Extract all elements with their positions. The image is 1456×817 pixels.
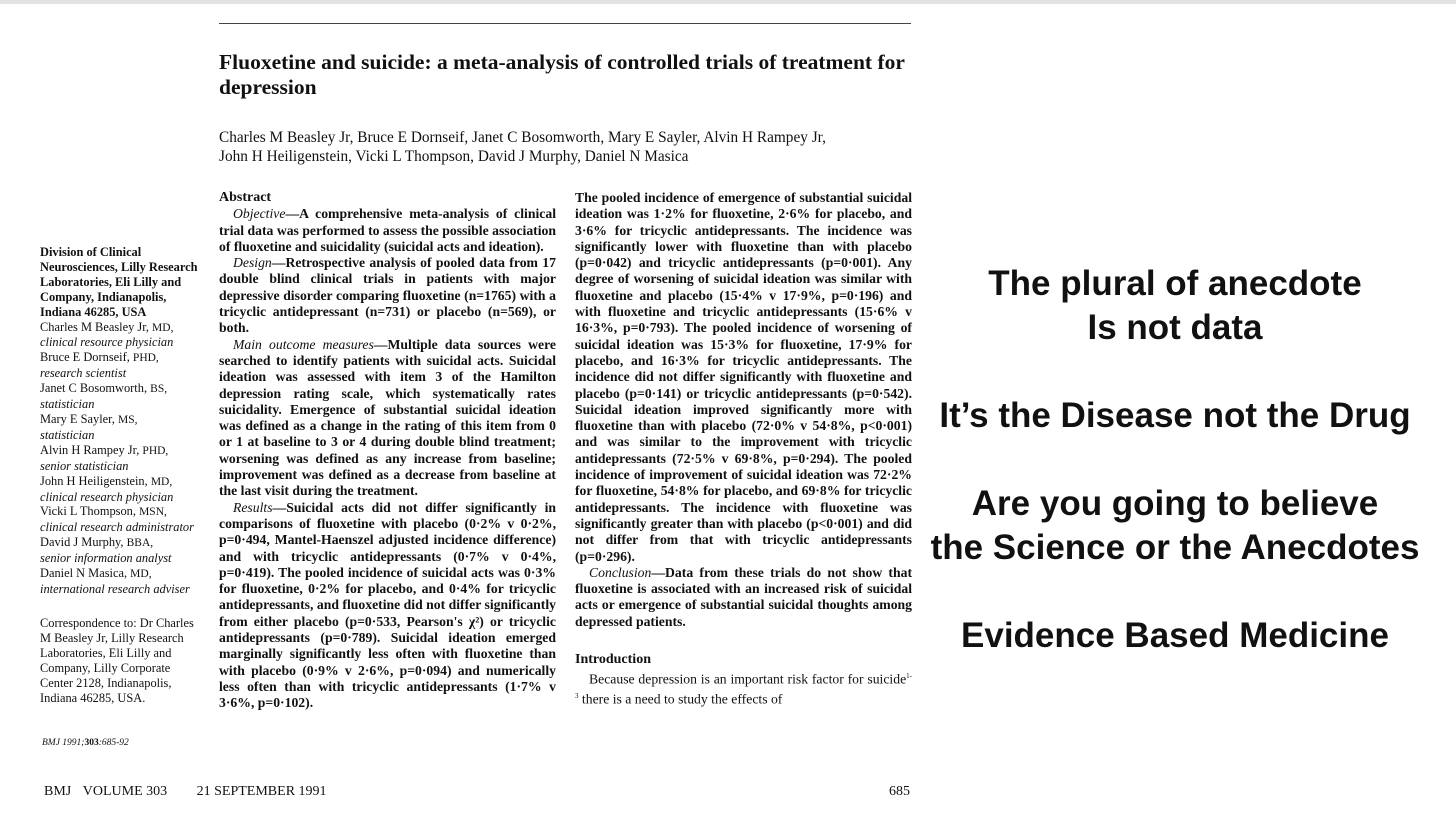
abstract-design (219, 255, 556, 336)
design-text: —Retrospective analysis of pooled data from 17 double blind clinical trials in patients with major depressive disorder comparing fluoxetine (n=1765) with a tricyclic antidepressant (n=731) or placebo (n=569), or both. (219, 255, 556, 336)
slogan (910, 262, 1440, 350)
credential-degree: PHD, (132, 352, 159, 365)
slogan (910, 482, 1440, 570)
credential-role: senior statistician (40, 458, 129, 473)
credential-degree: MS, (117, 413, 138, 426)
slogan-line: Is not data (1087, 308, 1263, 347)
abstract-objective (219, 206, 556, 255)
abstract-column-right (575, 190, 912, 708)
footer-date: 21 SEPTEMBER 1991 (196, 784, 327, 799)
introduction-text (575, 668, 912, 708)
intro-text-end: there is a need to study the effects of (578, 691, 783, 707)
results-label: Results (233, 499, 273, 515)
citation (42, 738, 129, 748)
credential-role: international research adviser (40, 581, 190, 596)
credential-name: Janet C Bosomworth, (40, 381, 148, 396)
abstract-column-left (219, 190, 556, 712)
slogan-line: the Science or the Anecdotes (930, 528, 1420, 567)
results-text: —Suicidal acts did not differ significantly in comparisons of fluoxetine with placebo (0·2% v 0·2%, p=0·494, Mantel-Haenszel adjusted incidence difference) and with tricyclic antidepressants (0·7% v 0·4%, p=0·419). The pooled incidence of suicidal acts was 0·3% for fluoxetine, 0·2% for placebo, and 0·4% for tricyclic antidepressants, and fluoxetine did not differ significantly from either placebo (p=0·533, Pearson's χ²) or tricyclic antidepressants (p=0·789). Suicidal ideation emerged marginally significantly less often with fluoxetine than with placebo (0·9% v 2·6%, p=0·094) and numerically less often than with tricyclic antidepressants (1·7% v 3·6%, p=0·102). (219, 499, 556, 711)
slogan-line: Evidence Based Medicine (961, 616, 1389, 655)
reference-marker: 1-3 (575, 672, 912, 701)
credential-item (40, 350, 202, 381)
page-footer (44, 784, 327, 800)
affiliation-sidebar (40, 245, 202, 597)
credential-item (40, 504, 202, 535)
department: Division of Clinical Neurosciences, Lilly Research Laboratories, Eli Lilly and Company, Indianapolis, Indiana 46285, USA (40, 245, 198, 319)
credential-item (40, 535, 202, 566)
citation-pages: :685-92 (98, 738, 129, 748)
credential-role: clinical research physician (40, 489, 174, 504)
article-title: Fluoxetine and suicide: a meta-analysis of controlled trials of treatment for depression (219, 50, 905, 99)
credential-name: Daniel N Masica, (40, 566, 128, 581)
abstract-measures (219, 337, 556, 500)
credential-degree: BBA, (126, 537, 154, 550)
credential-degree: PHD, (142, 444, 169, 457)
credential-item (40, 320, 202, 351)
credential-role: senior information analyst (40, 551, 172, 566)
top-strip (0, 0, 1456, 4)
conclusion-label: Conclusion (589, 564, 652, 580)
credential-role: clinical resource physician (40, 335, 174, 350)
objective-label: Objective (233, 206, 286, 222)
intro-text-start: Because depression is an important risk factor for suicide (589, 671, 907, 687)
credential-role: statistician (40, 427, 95, 442)
credential-item (40, 412, 202, 443)
citation-journal: BMJ 1991; (42, 738, 85, 748)
credential-role: clinical research administrator (40, 520, 194, 535)
measures-text: —Multiple data sources were searched to identify patients with suicidal acts. Suicidal ideation was assessed with item 3 of the Hamilton depression rating scale, which systematically rates suicidality. Emergence of substantial suicidal ideation was defined as a change in the rating of this item from 0 or 1 at baseline to 3 or 4 during double blind treatment; worsening was defined as any increase from baseline; improvement was defined as a decrease from baseline at the last visit during the treatment. (219, 336, 556, 499)
credential-role: research scientist (40, 366, 127, 381)
author-line-2: John H Heiligenstein, Vicki L Thompson, David J Murphy, Daniel N Masica (219, 148, 689, 165)
credential-item (40, 381, 202, 412)
citation-volume: 303 (84, 738, 99, 748)
credential-name: John H Heiligenstein, (40, 473, 148, 488)
conclusion-text: —Data from these trials do not show that fluoxetine is associated with an increased risk of suicidal acts or emergence of substantial suicidal thoughts among depressed patients. (575, 564, 912, 629)
introduction-heading: Introduction (575, 652, 651, 668)
author-list (219, 128, 919, 166)
slogan (910, 394, 1440, 438)
design-label: Design (233, 255, 272, 271)
credential-item (40, 443, 202, 474)
author-line-1: Charles M Beasley Jr, Bruce E Dornseif, Janet C Bosomworth, Mary E Sayler, Alvin H Rampey Jr, (219, 129, 826, 146)
credential-name: Vicki L Thompson, (40, 504, 136, 519)
overlay-slogans (910, 262, 1440, 702)
author-credentials (40, 320, 202, 597)
credential-name: Bruce E Dornseif, (40, 350, 130, 365)
page-number: 685 (889, 784, 910, 799)
header-rule (219, 23, 911, 24)
credential-item (40, 474, 202, 505)
footer-volume: VOLUME 303 (82, 784, 168, 799)
abstract-heading: Abstract (219, 190, 272, 205)
credential-name: Charles M Beasley Jr, (40, 319, 149, 334)
credential-name: Mary E Sayler, (40, 411, 115, 426)
measures-label: Main outcome measures (233, 336, 374, 352)
objective-text: —A comprehensive meta-analysis of clinical trial data was performed to assess the possible association of fluoxetine and suicidality (suicidal acts and ideation). (219, 206, 556, 254)
credential-degree: MD, (130, 568, 152, 581)
slogan-line: It’s the Disease not the Drug (939, 396, 1411, 435)
correspondence: Correspondence to: Dr Charles M Beasley Jr, Lilly Research Laboratories, Eli Lilly and Company, Lilly Corporate Center 2128, Indianapolis, Indiana 46285, USA. (40, 616, 194, 705)
credential-degree: BS, (150, 383, 168, 396)
abstract-results (219, 500, 556, 712)
slogan (910, 614, 1440, 658)
abstract-conclusion (575, 565, 912, 630)
slogan-line: Are you going to believe (971, 484, 1379, 523)
abstract-results-continued: The pooled incidence of emergence of substantial suicidal ideation was 1·2% for fluoxetine, 2·6% for placebo, and 3·6% for tricyclic antidepressants. The incidence was significantly lower with fluoxetine than with placebo (p=0·042) and tricyclic antidepressants (p=0·001). Any degree of worsening of suicidal ideation was similar with fluoxetine and placebo (15·4% v 17·9%, p=0·196) and with fluoxetine and tricyclic antidepressants (15·6% v 16·3%, p=0·793). The pooled incidence of worsening of suicidal ideation was 15·3% for fluoxetine, 17·9% for placebo, and 16·3% for tricyclic antidepressants. The incidence did not differ significantly with fluoxetine and placebo (p=0·141) or tricyclic antidepressants (p=0·542). Suicidal ideation improved significantly more with fluoxetine than with placebo (72·0% v 54·8%, p<0·001) and was similar to the improvement with tricyclic antidepressants (72·5% v 69·8%, p=0·294). The pooled incidence of improvement of suicidal ideation was 72·2% for fluoxetine, 54·8% for placebo, and 69·8% for tricyclic antidepressants. The incidence with fluoxetine was significantly greater than with placebo (p<0·001) and did not differ from that with tricyclic antidepressants (p=0·296). (575, 190, 912, 564)
slogan-line: The plural of anecdote (988, 264, 1362, 303)
credential-degree: MSN, (139, 506, 167, 519)
footer-journal: BMJ (44, 784, 72, 799)
credential-degree: MD, (150, 475, 173, 488)
credential-degree: MD, (152, 321, 174, 334)
credential-item (40, 566, 202, 597)
credential-role: statistician (40, 397, 95, 412)
credential-name: David J Murphy, (40, 535, 124, 550)
credential-name: Alvin H Rampey Jr, (40, 442, 140, 457)
